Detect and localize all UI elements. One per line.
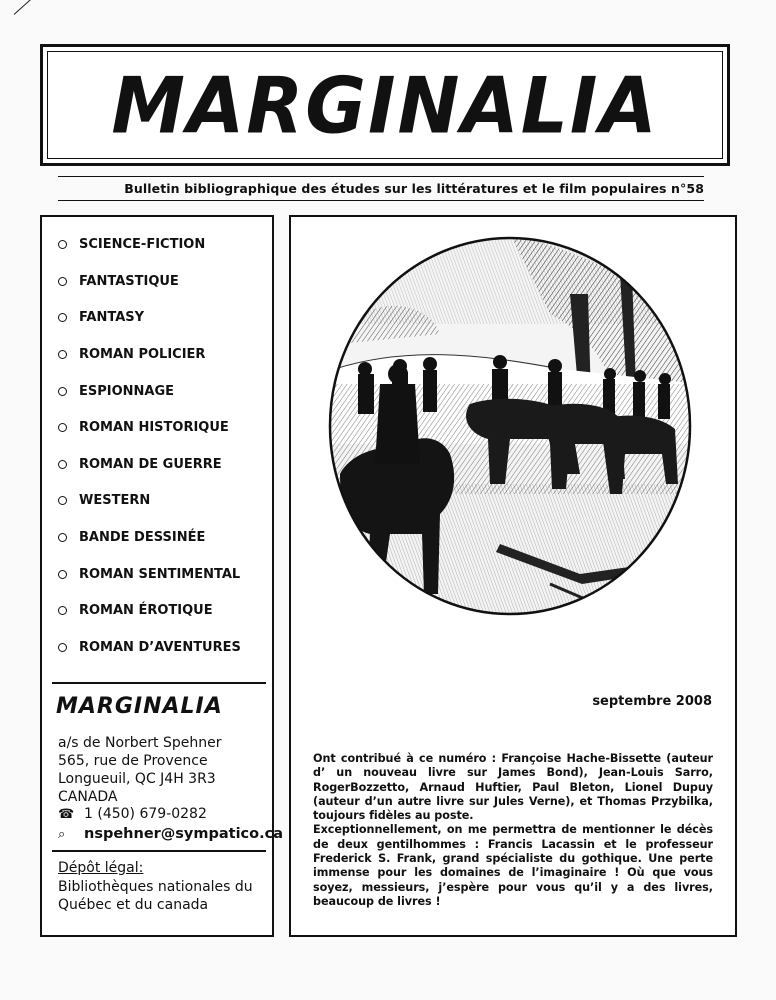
mouse-icon: ⌕ [58, 826, 66, 842]
legal-heading: Dépôt légal: [58, 860, 144, 876]
genre-item: FANTASY [58, 307, 144, 327]
address-line: 565, rue de Provence [58, 753, 208, 769]
masthead-title: MARGINALIA [111, 60, 659, 152]
circle-bullet-icon [58, 313, 67, 322]
circle-bullet-icon [58, 277, 67, 286]
circle-bullet-icon [58, 606, 67, 615]
circle-bullet-icon [58, 350, 67, 359]
genre-item: ROMAN HISTORIQUE [58, 417, 229, 437]
genre-item: SCIENCE-FICTION [58, 234, 205, 254]
email-address[interactable]: nspehner@sympatico.ca [84, 826, 283, 842]
circle-bullet-icon [58, 570, 67, 579]
circle-bullet-icon [58, 533, 67, 542]
address-line: a/s de Norbert Spehner [58, 735, 222, 751]
genre-item: BANDE DESSINÉE [58, 527, 205, 547]
corner-mark [14, 0, 38, 15]
circle-bullet-icon [58, 496, 67, 505]
phone-line [58, 806, 207, 822]
legal-text [58, 878, 253, 914]
editorial-text [313, 752, 713, 909]
genre-item: ROMAN SENTIMENTAL [58, 564, 240, 584]
address-line: Longueuil, QC J4H 3R3 [58, 771, 216, 787]
subtitle-rule-top [58, 176, 704, 177]
cavalry-illustration [320, 234, 700, 644]
genre-item: FANTASTIQUE [58, 271, 179, 291]
circle-bullet-icon [58, 240, 67, 249]
genre-item: WESTERN [58, 490, 150, 510]
contributors-paragraph: Ont contribué à ce numéro : Françoise Hache-Bissette (auteur d’ un nouveau livre sur James Bond), Jean-Louis Sarro, RogerBozzetto, Arnaud Huftier, Paul Bleton, Lionel Dupuy (auteur d’un autre livre sur Jules Verne), et Thomas Przybilka, toujours fidèles au poste. [313, 752, 713, 823]
genre-item: ROMAN POLICIER [58, 344, 205, 364]
genre-item: ROMAN D’AVENTURES [58, 637, 241, 657]
bulletin-subtitle: Bulletin bibliographique des études sur les littératures et le film populaires n°58 [124, 181, 704, 196]
circle-bullet-icon [58, 423, 67, 432]
email-line [58, 826, 283, 842]
telephone-icon: ☎ [58, 806, 75, 822]
genre-item: ESPIONNAGE [58, 381, 174, 401]
issue-date: septembre 2008 [592, 694, 712, 709]
contact-brand: MARGINALIA [56, 694, 223, 719]
genre-item: ROMAN ÉROTIQUE [58, 600, 213, 620]
phone-number: 1 (450) 679-0282 [84, 806, 207, 822]
genre-item: ROMAN DE GUERRE [58, 454, 222, 474]
circle-bullet-icon [58, 460, 67, 469]
legal-line: Bibliothèques nationales du [58, 879, 253, 895]
subtitle-rule-bottom [58, 200, 704, 201]
address-line: CANADA [58, 789, 118, 805]
sidebar-divider [52, 850, 266, 852]
sidebar-divider [52, 682, 266, 684]
legal-line: Québec et du canada [58, 897, 209, 913]
masthead [40, 44, 730, 166]
circle-bullet-icon [58, 643, 67, 652]
obituary-paragraph: Exceptionnellement, on me permettra de mentionner le décès de deux gentilhommes : Francis Lacassin et le professeur Frederick S. Frank, grand spécialiste du gothique. Une perte immense pour les domaines de l’imaginaire ! Où que vous soyez, messieurs, j’espère pour vous qu’il y a des livres, beaucoup de livres ! [313, 823, 713, 908]
circle-bullet-icon [58, 387, 67, 396]
